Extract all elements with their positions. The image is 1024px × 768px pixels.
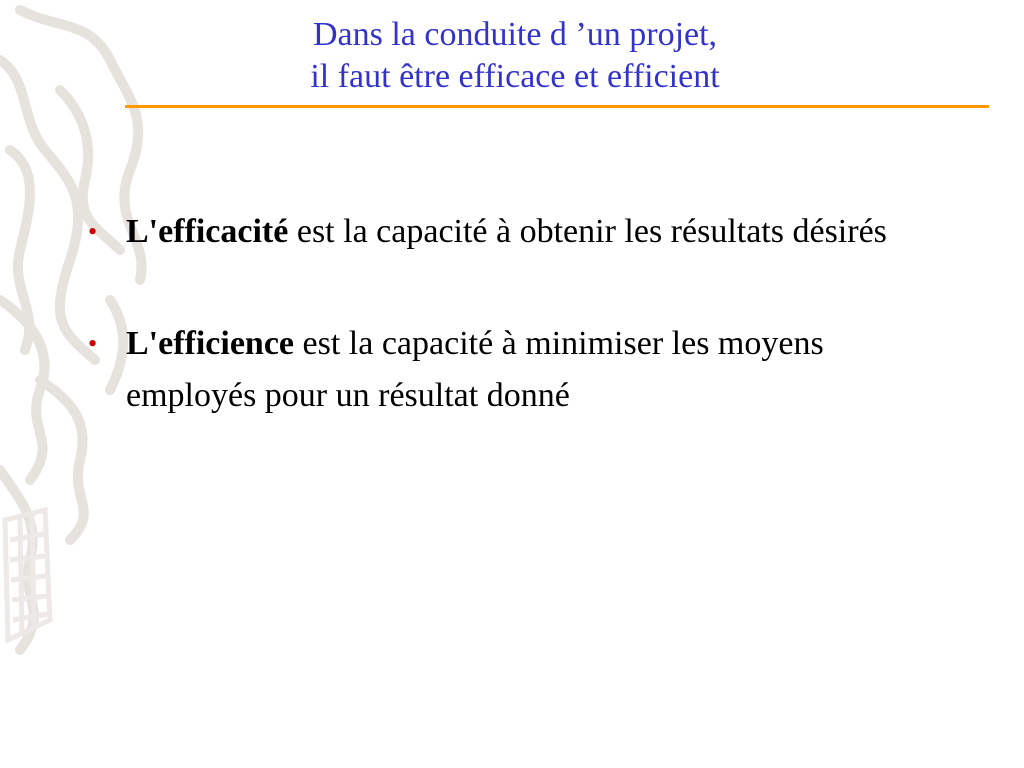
bullet-item-efficience [82,318,942,422]
slide-title [120,14,910,98]
bullet-term: L'efficience [126,325,295,362]
bullet-marker-icon: • [88,217,98,246]
bullet-marker-icon: • [88,329,98,358]
title-underline-rule [125,105,989,108]
bullet-item-efficacite [82,206,942,258]
bullet-list [82,206,942,482]
slide-title-line-2: il faut être efficace et efficient [310,58,720,95]
bullet-text: est la capacité à obtenir les résultats désirés [288,213,887,250]
bullet-text: est la capacité à minimiser les moyens employés pour un résultat donné [126,325,824,414]
bullet-term: L'efficacité [126,213,289,250]
slide-title-line-1: Dans la conduite d ’un projet, [312,16,718,53]
